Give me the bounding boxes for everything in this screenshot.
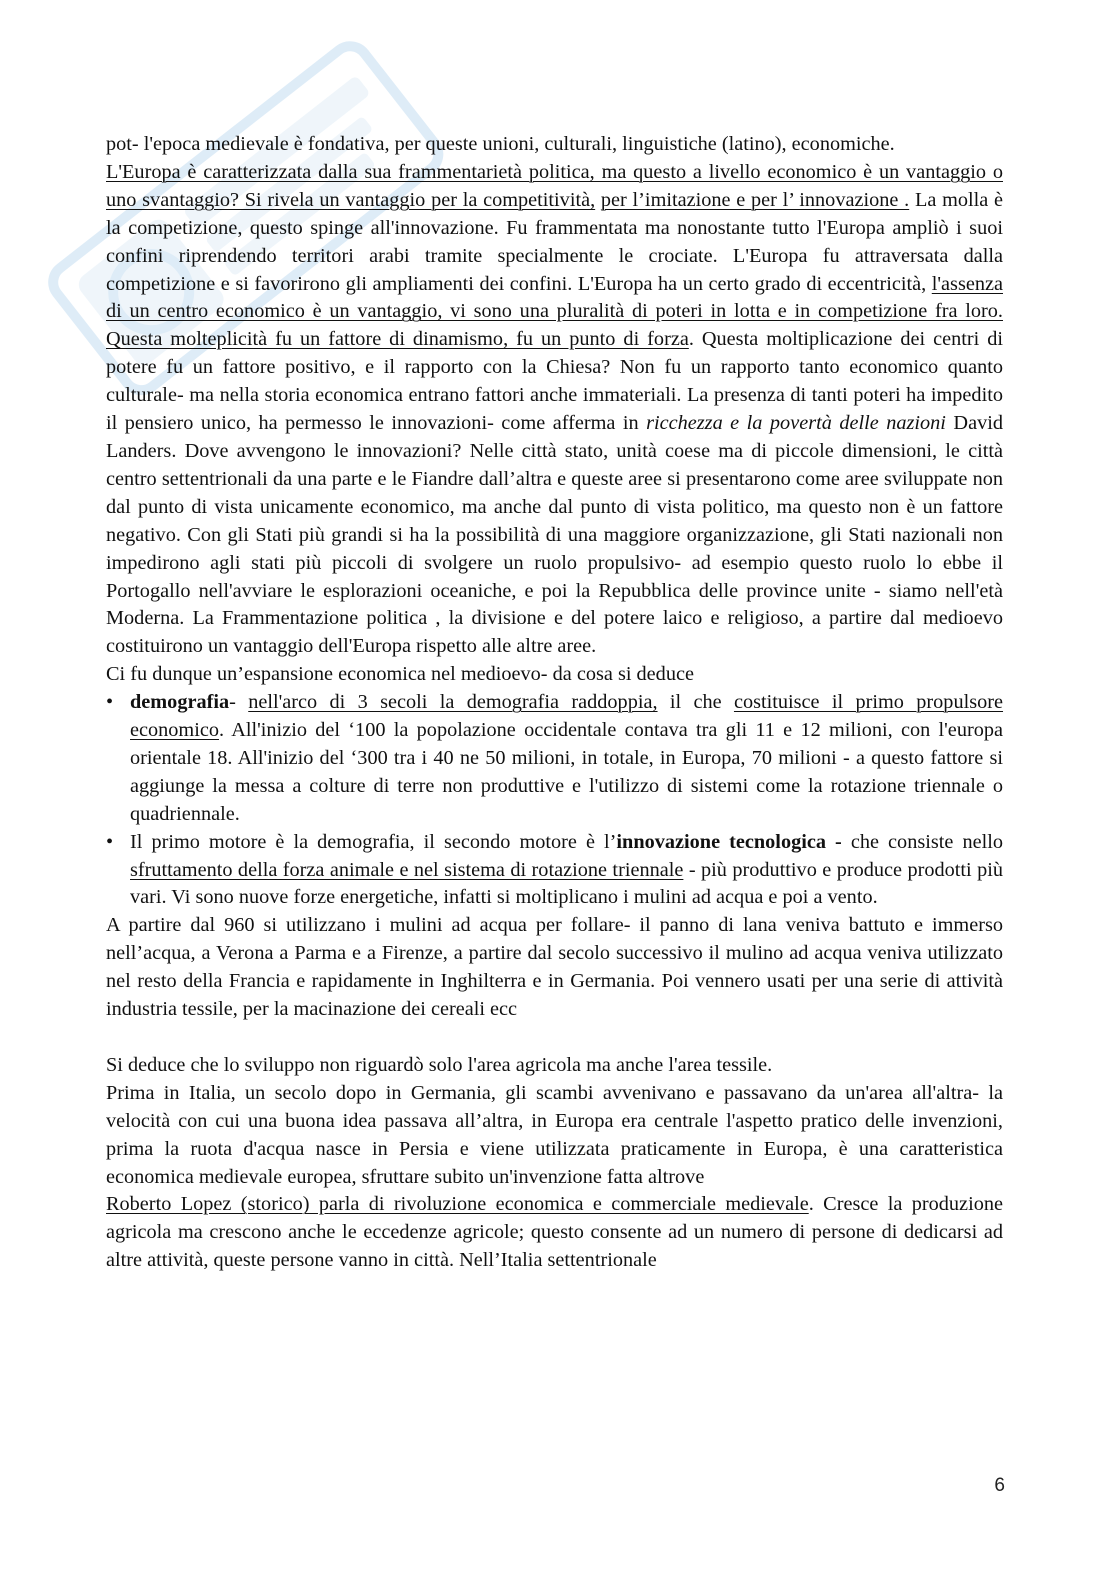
bold-term: demografia: [130, 691, 230, 714]
underlined-text: sfruttamento della forza animale e nel sistema di rotazione triennale: [130, 858, 684, 881]
underlined-text: L'Europa è caratterizzata dalla sua frammentarietà politica, ma questo a livello economico è un vantaggio o uno svantaggio? Si rivela un vantaggio per la competitività,: [106, 160, 1003, 211]
bold-term: innovazione tecnologica -: [616, 830, 842, 853]
list-item: • demografia- nell'arco di 3 secoli la demografia raddoppia, il che costituisce il primo propulsore economico. All'inizio del ‘100 la popolazione occidentale contava tra gli 11 e 12 milioni, con l'europa orientale 18. All'inizio del ‘300 tra i 40 ne 50 milioni, in totale, in Europa, 70 milioni - a questo fattore si aggiunge la messa a colture di terre non produttive e l'utilizzo di sistemi come la rotazione triennale o quadriennale.: [106, 689, 1003, 829]
bullet-list: [106, 689, 1003, 912]
underlined-text: nell'arco di 3 secoli la demografia raddoppia,: [248, 691, 658, 714]
paragraph: Roberto Lopez (storico) parla di rivoluzione economica e commerciale medievale. Cresce la produzione agricola ma crescono anche le eccedenze agricole; questo consente ad un numero di persone di dedicarsi ad altre attività, queste persone vanno in città. Nell’Italia settentrionale: [106, 1193, 1003, 1272]
underlined-text: Roberto Lopez (storico) parla di rivoluzione economica e commerciale medievale: [106, 1193, 809, 1216]
document-body: [106, 131, 1003, 1275]
paragraph: Prima in Italia, un secolo dopo in Germania, gli scambi avvenivano e passavano da un'area all'altra- la velocità con cui una buona idea passava all’altra, in Europa era centrale l'aspetto pratico delle invenzioni, prima la ruota d'acqua nasce in Persia e viene utilizzata praticamente in Europa, è una caratteristica economica medievale europea, sfruttare subito un'invenzione fatta altrove: [106, 1081, 1003, 1188]
spacer: [106, 1024, 1003, 1052]
paragraph: A partire dal 960 si utilizzano i mulini ad acqua per follare- il panno di lana veniva battuto e immerso nell’acqua, a Verona a Parma e a Firenze, a partire dal secolo successivo il mulino ad acqua veniva utilizzato nel resto della Francia e rapidamente in Inghilterra e in Germania. Poi vennero usati per una serie di attività industria tessile, per la macinazione dei cereali ecc: [106, 914, 1003, 1021]
underlined-text: per l’imitazione e per l’ innovazione .: [600, 188, 910, 211]
paragraph: Si deduce che lo sviluppo non riguardò solo l'area agricola ma anche l'area tessile.: [106, 1053, 773, 1076]
underlined-text: l'assenza di un centro economico è un vantaggio, vi sono una pluralità di poteri in lotta e in competizione fra loro. Questa molteplicità fu un fattore di dinamismo, fu un punto di forza: [106, 272, 1003, 351]
list-item: • Il primo motore è la demografia, il secondo motore è l’innovazione tecnologica - che consiste nello sfruttamento della forza animale e nel sistema di rotazione triennale - più produttivo e produce prodotti più vari. Vi sono nuove forze energetiche, infatti si moltiplicano i mulini ad acqua e poi a vento.: [106, 829, 1003, 913]
underlined-text: costituisce il primo propulsore economico: [130, 691, 1004, 742]
paragraph: pot- l'epoca medievale è fondativa, per queste unioni, culturali, linguistiche (latino), economiche.: [106, 133, 895, 155]
page-number: 6: [994, 1475, 1005, 1496]
paragraph: L'Europa è caratterizzata dalla sua frammentarietà politica, ma questo a livello economico è un vantaggio o uno svantaggio? Si rivela un vantaggio per la competitività, per l’imitazione e per l’ innovazione . La molla è la competizione, questo spinge all'innovazione. Fu frammentata ma nonostante tutto l'Europa ampliò i suoi confini riprendendo territori arabi tramite specialmente le crociate. L'Europa fu attraversata dalla competizione e si favorirono gli ampliamenti dei confini. L'Europa ha un certo grado di eccentricità, l'assenza di un centro economico è un vantaggio, vi sono una pluralità di poteri in lotta e in competizione fra loro. Questa molteplicità fu un fattore di dinamismo, fu un punto di forza. Questa moltiplicazione dei centri di potere fu un fattore positivo, e il rapporto con la Chiesa? Non fu un rapporto tanto economico quanto culturale- ma nella storia economica entrano fattori anche immateriali. La presenza di tanti poteri ha impedito il pensiero unico, ha permesso le innovazioni- come afferma in ricchezza e la povertà delle nazioni David Landers. Dove avvengono le innovazioni? Nelle città stato, unità coese ma di piccole dimensioni, le città centro settentrionali da una parte e le Fiandre dall’altra e queste aree si presentarono come aree sviluppate non dal punto di vista unicamente economico, ma anche dal punto di vista politico, ma questo non è un fattore negativo. Con gli Stati più grandi si ha la possibilità di una maggiore organizzazione, gli Stati nazionali non impedirono agli stati più piccoli di svolgere un ruolo propulsivo- ad esempio questo ruolo lo ebbe il Portogallo nell'avviare le esplorazioni oceaniche, e poi la Repubblica delle province unite - siamo nell'età Moderna. La Frammentazione politica , la divisione e del potere laico e religioso, a partire dal medioevo costituirono un vantaggio dell'Europa rispetto alle altre aree.: [106, 160, 1003, 658]
paragraph: Ci fu dunque un’espansione economica nel medioevo- da cosa si deduce: [106, 663, 694, 686]
book-title: ricchezza e la povertà delle nazioni: [646, 412, 946, 435]
